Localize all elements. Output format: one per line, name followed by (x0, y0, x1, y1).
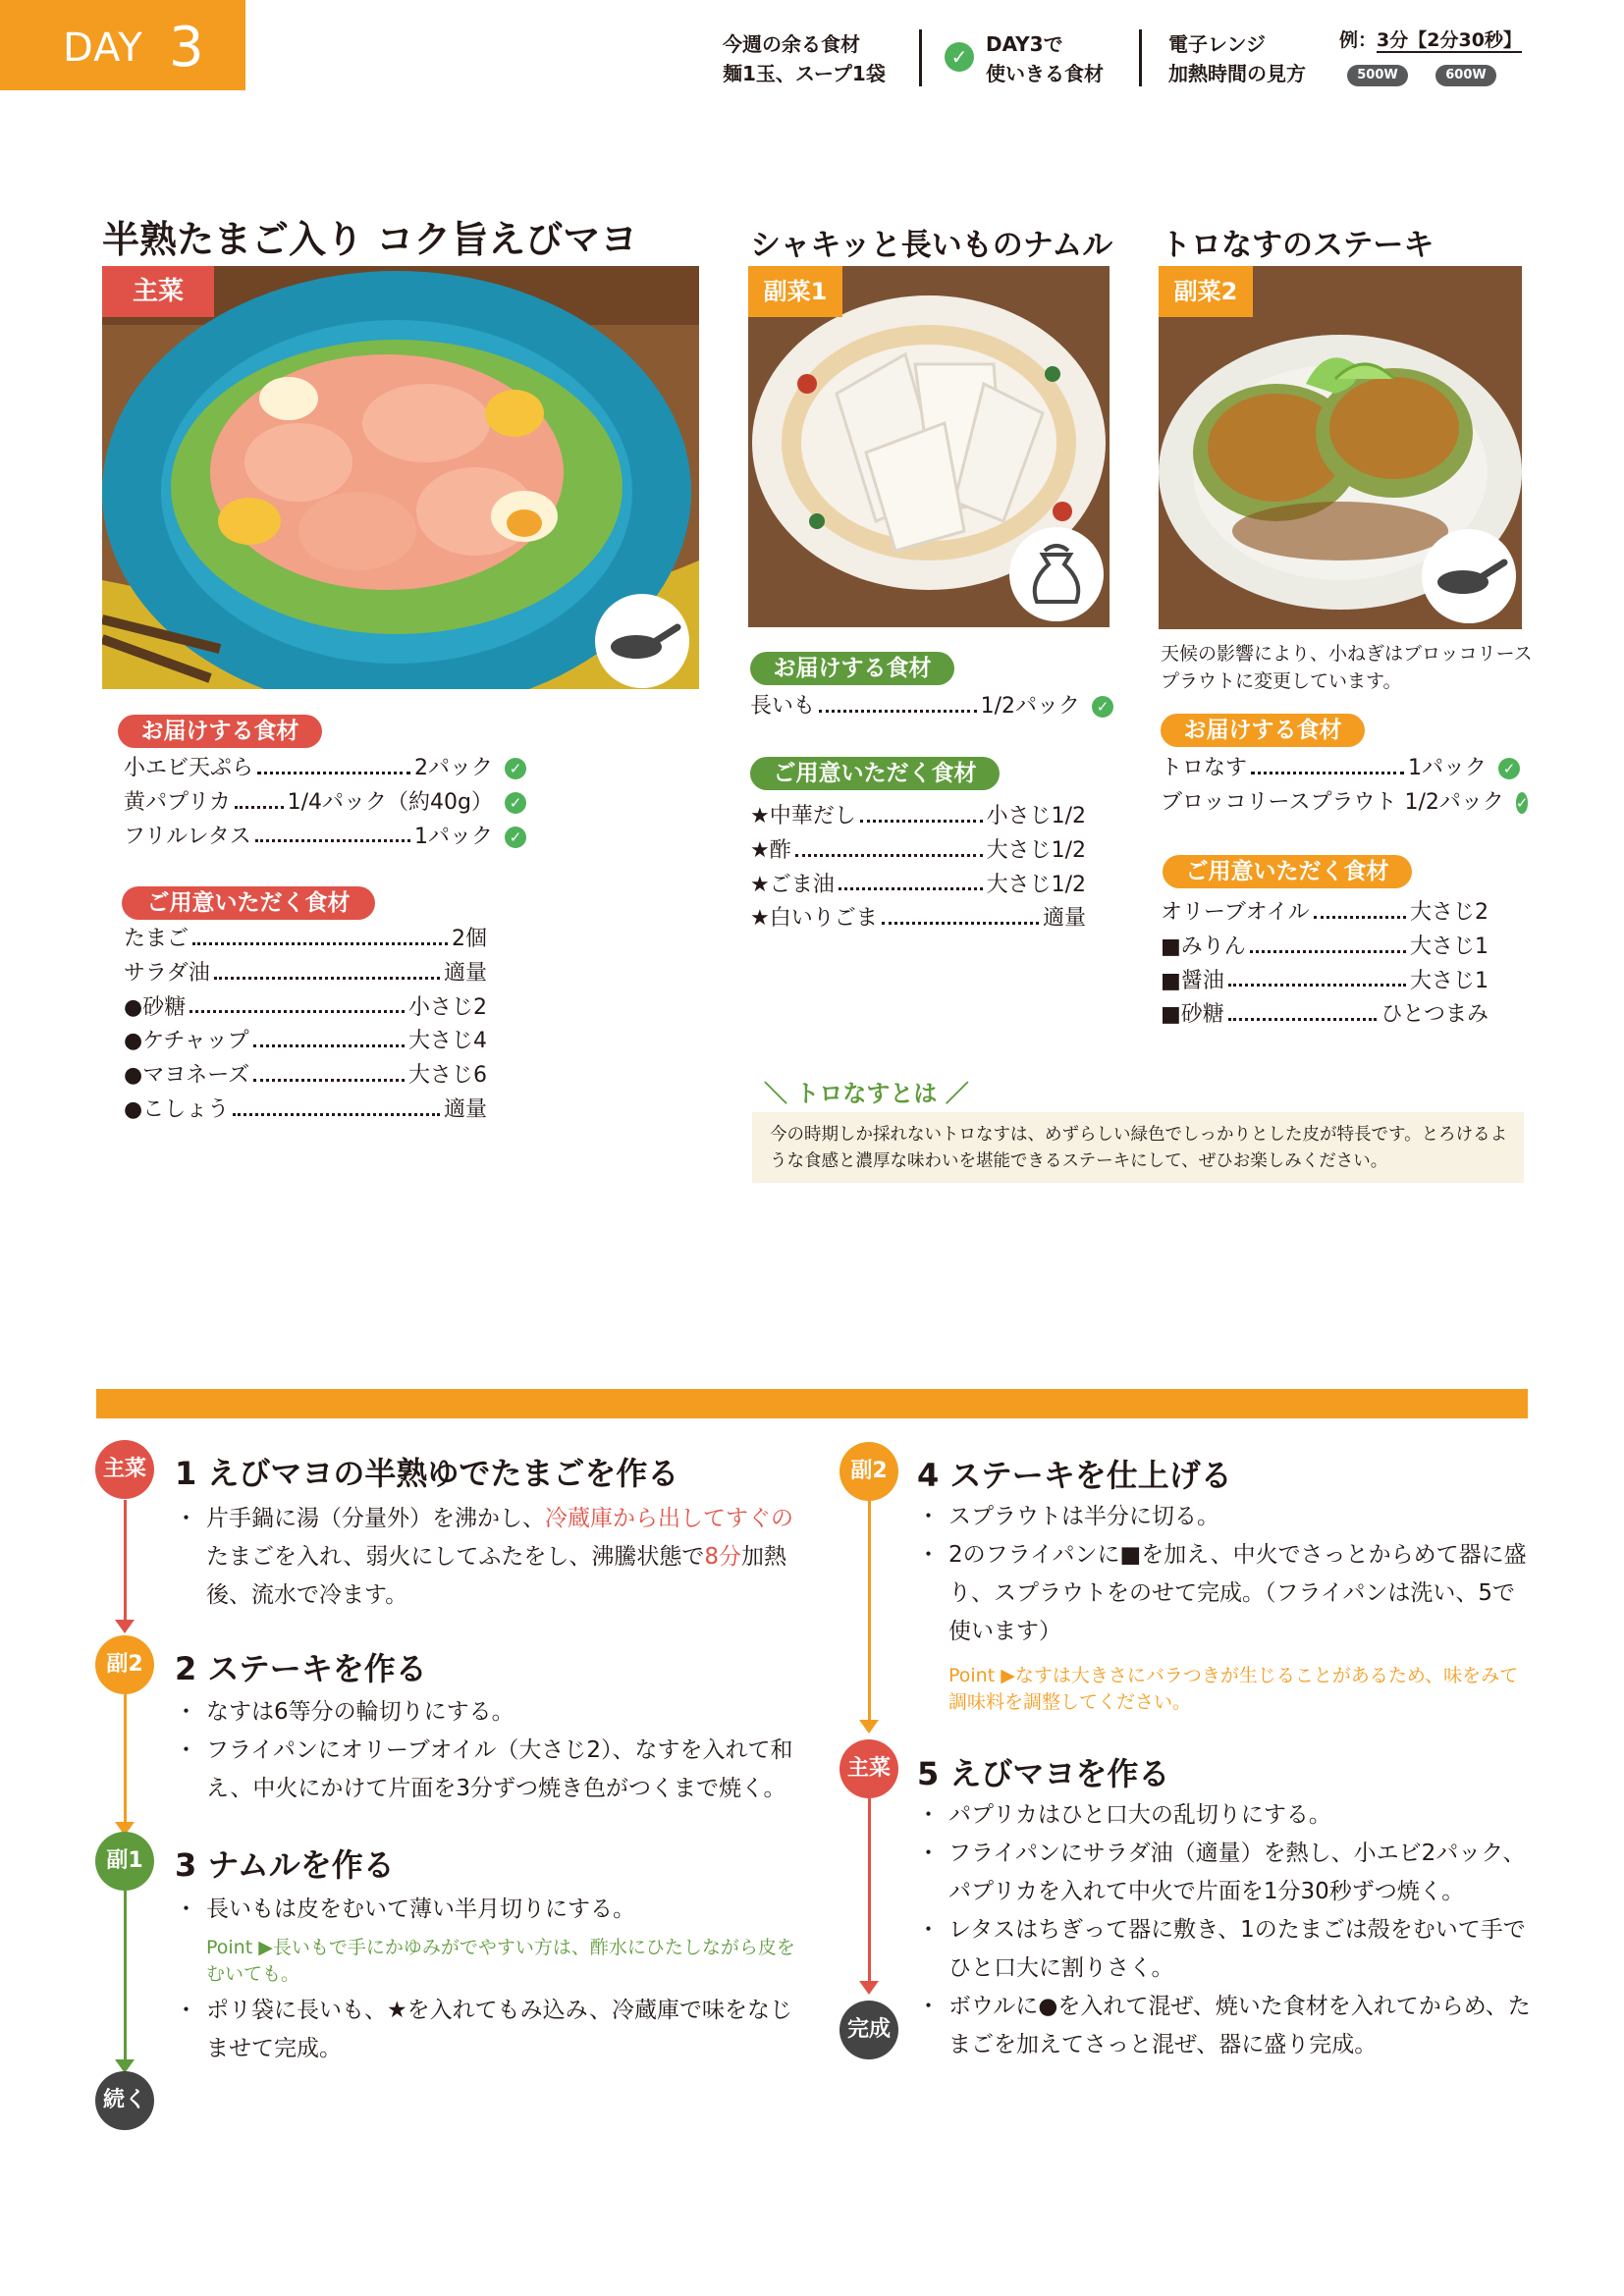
main-recipe-title: 半熟たまご入り コク旨えびマヨ (102, 218, 638, 261)
step-bullet: ・ 長いもは皮をむいて薄い半月切りにする。 (175, 1891, 813, 1929)
ingredient-name: ●マヨネーズ (124, 1063, 250, 1089)
ingredient-row (1161, 752, 1520, 786)
timeline-line (124, 1500, 127, 1629)
plastic-bag-icon (1009, 527, 1104, 621)
ingredient-amount: 大さじ2 (1410, 900, 1489, 925)
microwave-line1: 電子レンジ (1168, 32, 1266, 56)
step-3-point: Point ▶長いもで手にかゆみがでやすい方は、酢水にひたしながら皮をむいても。 (206, 1937, 795, 1985)
usedup-block (986, 29, 1104, 88)
side1-recipe-title: シャキッと長いものナムル (750, 228, 1113, 263)
ingredient-amount: ひとつまみ (1380, 1002, 1489, 1028)
watt-600-badge: 600W (1435, 65, 1496, 86)
ingredient-amount: 2パック (414, 756, 493, 780)
example-600: 【2分30秒】 (1408, 29, 1522, 51)
step-3-body (175, 1891, 813, 2068)
step-4-body (917, 1498, 1536, 1716)
main-prepare-label: ご用意いただく食材 (122, 886, 375, 920)
timeline-line (124, 1891, 127, 2069)
step-bullet: ・ フライパンにサラダ油（適量）を熱し、小エビ2パック、パプリカを入れて中火で片面を1分30秒ずつ焼く。 (917, 1835, 1536, 1911)
step-bullet: ・ 片手鍋に湯（分量外）を沸かし、冷蔵庫から出してすぐのたまごを入れ、弱火にしてふたをし、沸騰状態で8分加熱後、流水で冷ます。 (175, 1500, 805, 1615)
example-line (1339, 26, 1522, 55)
ingredient-amount: 2個 (452, 927, 487, 951)
step-bullet: ・ スプラウトは半分に切る。 (917, 1498, 1536, 1536)
day-tab (0, 0, 245, 90)
toronasu-steak-photo (1159, 266, 1522, 629)
timeline-line (868, 1798, 871, 1989)
ingredient-amount: 大さじ1/2 (986, 837, 1086, 863)
watt-500-badge: 500W (1347, 65, 1408, 86)
timeline-arrow (115, 1620, 135, 1633)
timeline-arrow (859, 1981, 879, 1995)
microwave-block (1168, 29, 1306, 88)
ingredient-name: たまご (124, 927, 189, 951)
ingredient-name: ★酢 (750, 837, 791, 863)
timeline-arrow (859, 1720, 879, 1734)
check-icon: ✓ (505, 792, 526, 814)
step-badge-side2: 副2 (839, 1442, 898, 1501)
ingredient-row (750, 690, 1113, 724)
ingredient-name: ■みりん (1161, 934, 1246, 959)
check-icon: ✓ (505, 758, 526, 779)
ingredient-name: ●ケチャップ (124, 1029, 249, 1054)
ingredient-amount: 小さじ2 (408, 994, 487, 1020)
ingredient-amount: 小さじ1/2 (986, 804, 1086, 828)
ingredient-amount: 大さじ1/2 (986, 872, 1086, 897)
ingredient-row (124, 1025, 487, 1059)
ingredient-amount: 大さじ4 (408, 1029, 487, 1054)
ingredient-amount: 大さじ1 (1410, 934, 1489, 959)
toronasu-heading: ＼ トロなすとは ／ (764, 1080, 969, 1107)
ebimayo-photo (102, 266, 699, 689)
step-bullet: ・ フライパンにオリーブオイル（大さじ2）、なすを入れて和え、中火にかけて片面を3分ずつ焼き色がつくまで焼く。 (175, 1732, 813, 1808)
usedup-line1: DAY3で (986, 32, 1063, 56)
ingredient-row (750, 902, 1086, 936)
side1-delivered-list (750, 690, 1113, 724)
ingredient-row (750, 800, 1086, 834)
ingredient-row (1161, 998, 1489, 1033)
step-bullet: ・ 2のフライパンに■を加え、中火でさっとからめて器に盛り、スプラウトをのせて完成。（フライパンは洗い、5で使います） (917, 1536, 1536, 1651)
step-bullet: ・ ポリ袋に長いも、★を入れてもみ込み、冷蔵庫で味をなじませて完成。 (175, 1992, 813, 2068)
step-2-title: 2 ステーキを作る (175, 1650, 427, 1687)
steps-header-bar (96, 1389, 1528, 1418)
timeline-line (868, 1500, 871, 1728)
side1-prepare-label: ご用意いただく食材 (750, 757, 1000, 790)
ingredient-amount: 1パック (1408, 756, 1487, 780)
side2-prepare-label: ご用意いただく食材 (1163, 855, 1412, 888)
check-icon: ✓ (945, 42, 974, 72)
ingredient-name: ★白いりごま (750, 906, 878, 932)
toronasu-note-text: 今の時期しか採れないトロなすは、めずらしい緑色でしっかりとした皮が特長です。とろけるような食感と濃厚な味わいを堪能できるステーキにして、ぜひお楽しみください。 (770, 1125, 1508, 1171)
step-2-body (175, 1693, 813, 1808)
step-4-title: 4 ステーキを仕上げる (917, 1457, 1232, 1494)
step-1-body (175, 1500, 805, 1615)
ingredient-row (750, 834, 1086, 869)
step-badge-side1: 副1 (95, 1832, 154, 1891)
ingredient-amount: 適量 (1042, 906, 1086, 932)
ingredient-name: サラダ油 (124, 960, 210, 986)
ingredient-amount: 大さじ1 (1410, 968, 1489, 993)
ingredient-row (124, 786, 526, 821)
main-dish-tag: 主菜 (102, 266, 214, 317)
header-divider (1139, 29, 1142, 86)
ingredient-name: ■砂糖 (1161, 1002, 1224, 1028)
step-5-title: 5 えびマヨを作る (917, 1755, 1170, 1792)
ingredient-row (1161, 896, 1489, 931)
check-icon: ✓ (505, 827, 526, 848)
leftover-items: 麺1玉、スープ1袋 (723, 62, 886, 85)
example-500: 3分 (1377, 29, 1409, 51)
ingredient-row (124, 923, 487, 957)
step-badge-main: 主菜 (839, 1739, 898, 1798)
usedup-line2: 使いきる食材 (986, 62, 1104, 85)
leftover-block (723, 29, 886, 88)
ingredient-name: 長いも (750, 694, 816, 719)
ingredient-amount: 1/2パック (980, 694, 1080, 719)
complete-badge: 完成 (839, 2001, 898, 2059)
microwave-line2: 加熱時間の見方 (1168, 62, 1306, 85)
nagaimo-namul-photo (748, 266, 1110, 627)
substitution-notice: 天候の影響により、小ねぎはブロッコリースプラウトに変更しています。 (1161, 643, 1533, 692)
side1-delivered-label: お届けする食材 (750, 652, 954, 685)
side2-delivered-list (1161, 752, 1529, 821)
ingredient-name: トロなす (1161, 756, 1248, 780)
step-4-point: Point ▶なすは大きさにバラつきが生じることがあるため、味をみて調味料を調整してください。 (948, 1665, 1519, 1713)
day-label: DAY (63, 26, 143, 71)
example-label: 例： (1339, 29, 1378, 51)
ingredient-row (124, 991, 487, 1026)
ingredient-name: ●こしょう (124, 1096, 230, 1122)
continue-badge: 続く (95, 2071, 154, 2130)
side1-tag: 副菜1 (748, 266, 842, 317)
ingredient-amount: 適量 (443, 1096, 487, 1122)
check-icon: ✓ (1498, 758, 1520, 779)
step-bullet: ・ なすは6等分の輪切りにする。 (175, 1693, 813, 1732)
step-bullet: ・ レタスはちぎって器に敷き、1のたまごは殻をむいて手でひと口大に割りさく。 (917, 1911, 1536, 1988)
main-delivered-list (124, 752, 526, 854)
ingredient-row (124, 821, 526, 855)
ingredient-name: フリルレタス (124, 824, 251, 849)
ingredient-name: ●砂糖 (124, 994, 187, 1020)
step-3-title: 3 ナムルを作る (175, 1846, 395, 1884)
ingredient-amount: 1/4パック（約40g） (287, 789, 493, 815)
main-delivered-label: お届けする食材 (118, 715, 322, 748)
ingredient-name: オリーブオイル (1161, 900, 1310, 925)
check-icon: ✓ (1092, 696, 1113, 718)
ingredient-amount: 大さじ6 (408, 1063, 487, 1089)
ingredient-row (124, 1094, 487, 1128)
toronasu-note-box (752, 1112, 1524, 1183)
ingredient-name: ★中華だし (750, 804, 856, 828)
frying-pan-icon (1422, 529, 1516, 623)
ingredient-row (1161, 786, 1529, 821)
header-divider (919, 29, 922, 86)
ingredient-row (750, 869, 1086, 903)
step-1-title: 1 えびマヨの半熟ゆでたまごを作る (175, 1455, 679, 1492)
step-badge-main: 主菜 (95, 1440, 154, 1499)
timeline-line (124, 1694, 127, 1832)
step-5-body (917, 1796, 1536, 2064)
side2-prepare-list (1161, 896, 1489, 1033)
ingredient-row (1161, 965, 1489, 999)
side2-tag: 副菜2 (1159, 266, 1253, 317)
ingredient-name: ブロッコリースプラウト (1161, 789, 1397, 815)
ingredient-name: 小エビ天ぷら (124, 756, 254, 780)
ingredient-name: ■醤油 (1161, 968, 1224, 993)
ingredient-amount: 1パック (414, 824, 493, 849)
main-prepare-list (124, 923, 487, 1128)
ingredient-row (124, 957, 487, 991)
ingredient-name: ★ごま油 (750, 872, 835, 897)
ingredient-amount: 1/2パック (1404, 789, 1504, 815)
step-bullet: ・ パプリカはひと口大の乱切りにする。 (917, 1796, 1536, 1835)
ingredient-amount: 適量 (443, 960, 487, 986)
leftover-title: 今週の余る食材 (723, 32, 860, 56)
day-number: 3 (169, 16, 204, 80)
ingredient-row (1161, 931, 1489, 965)
step-bullet: ・ ボウルに●を入れて混ぜ、焼いた食材を入れてからめ、たまごを加えてさっと混ぜ、器に盛り完成。 (917, 1988, 1536, 2064)
side2-delivered-label: お届けする食材 (1161, 714, 1365, 747)
step-badge-side2: 副2 (95, 1635, 154, 1694)
side2-recipe-title: トロなすのステーキ (1161, 228, 1435, 263)
ingredient-row (124, 1059, 487, 1094)
ingredient-name: 黄パプリカ (124, 789, 231, 815)
check-icon: ✓ (1515, 794, 1529, 813)
side1-prepare-list (750, 800, 1086, 936)
frying-pan-icon (595, 594, 689, 688)
ingredient-row (124, 752, 526, 786)
